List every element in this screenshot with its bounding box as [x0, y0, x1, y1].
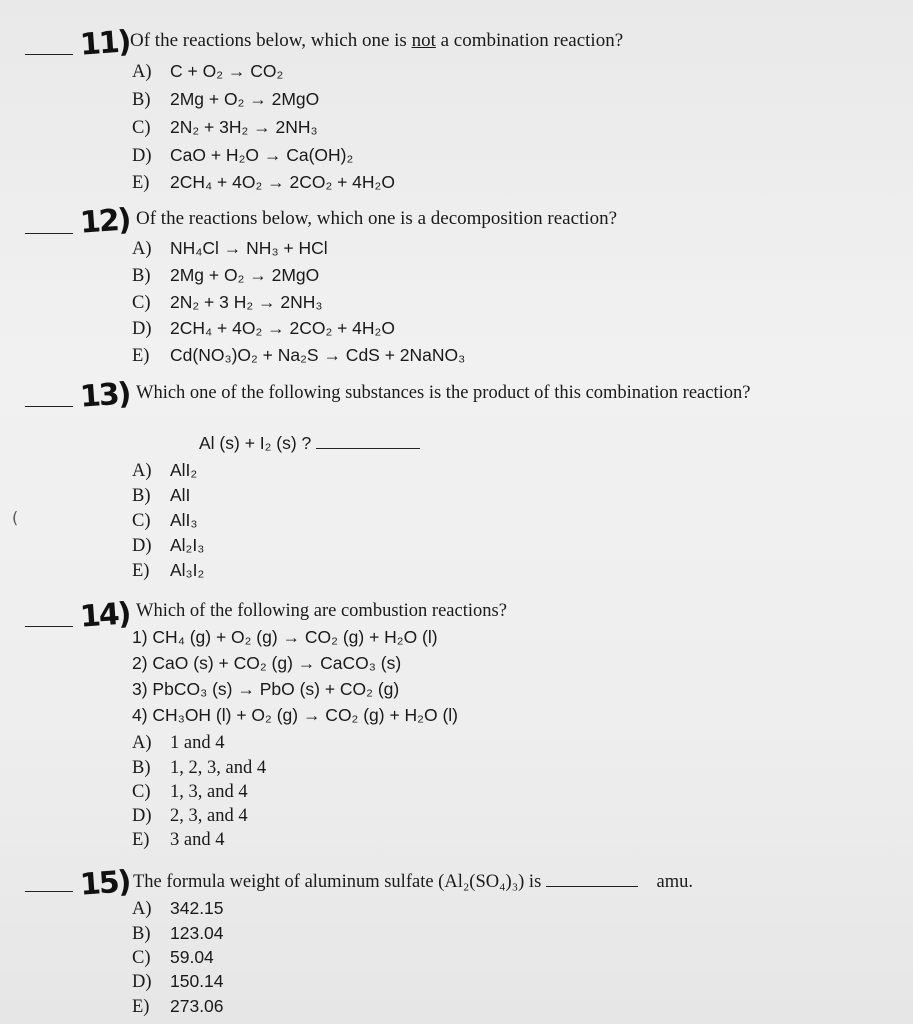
option-q13-d[interactable]: D) Al₂I₃: [132, 535, 205, 556]
answer-blank-q12[interactable]: [25, 233, 73, 234]
option-q13-e[interactable]: E) Al₃I₂: [132, 560, 205, 581]
question-text-q13: Which one of the following substances is the product of this combination reaction?: [136, 383, 751, 403]
option-q12-b[interactable]: B) 2Mg + O₂ → 2MgO: [132, 265, 320, 286]
formula-weight-blank[interactable]: [546, 886, 638, 887]
option-q11-d[interactable]: D) CaO + H₂O → Ca(OH)₂: [132, 145, 354, 166]
option-q12-d[interactable]: D) 2CH₄ + 4O₂ → 2CO₂ + 4H₂O: [132, 318, 395, 339]
option-q11-a[interactable]: A) C + O₂ → CO₂: [132, 61, 284, 82]
answer-blank-q14[interactable]: [25, 626, 73, 627]
option-q13-a[interactable]: A) AlI₂: [132, 460, 198, 481]
reaction-equation-q13: Al (s) + I₂ (s) ?: [199, 433, 420, 455]
question-number-q13: 13): [78, 376, 131, 415]
option-q11-b[interactable]: B) 2Mg + O₂ → 2MgO: [132, 89, 320, 110]
combustion-item-2: 2) CaO (s) + CO₂ (g) → CaCO₃ (s): [132, 653, 402, 673]
question-number-q15: 15): [78, 864, 131, 903]
option-q15-b[interactable]: B) 123.04: [132, 923, 224, 944]
question-text-q14: Which of the following are combustion reactions?: [136, 601, 507, 621]
margin-paren-mark: (: [12, 508, 19, 527]
option-q12-c[interactable]: C) 2N₂ + 3 H₂ → 2NH₃: [132, 292, 323, 313]
option-q14-c[interactable]: C) 1, 3, and 4: [132, 782, 248, 802]
option-q14-a[interactable]: A) 1 and 4: [132, 733, 225, 753]
question-text-q11: Of the reactions below, which one is not a combination reaction?: [130, 30, 624, 51]
combustion-item-1: 1) CH₄ (g) + O₂ (g) → CO₂ (g) + H₂O (l): [132, 627, 438, 647]
option-q15-c[interactable]: C) 59.04: [132, 947, 214, 968]
option-q14-d[interactable]: D) 2, 3, and 4: [132, 806, 248, 826]
option-q12-a[interactable]: A) NH₄Cl → NH₃ + HCl: [132, 238, 328, 259]
question-number-q11: 11): [78, 24, 131, 63]
option-q11-e[interactable]: E) 2CH₄ + 4O₂ → 2CO₂ + 4H₂O: [132, 172, 395, 193]
product-blank-q13[interactable]: [316, 448, 420, 449]
question-text-q15: The formula weight of aluminum sulfate (Al₂(SO₄)₃) is amu.: [133, 872, 694, 892]
question-text-q12: Of the reactions below, which one is a decomposition reaction?: [136, 208, 618, 229]
question-number-q12: 12): [78, 202, 131, 241]
answer-blank-q13[interactable]: [25, 406, 73, 407]
option-q12-e[interactable]: E) Cd(NO₃)O₂ + Na₂S → CdS + 2NaNO₃: [132, 345, 466, 366]
combustion-item-3: 3) PbCO₃ (s) → PbO (s) + CO₂ (g): [132, 679, 400, 699]
question-number-q14: 14): [78, 596, 131, 635]
option-q15-d[interactable]: D) 150.14: [132, 971, 224, 992]
option-q13-c[interactable]: C) AlI₃: [132, 510, 198, 531]
option-q11-c[interactable]: C) 2N₂ + 3H₂ → 2NH₃: [132, 117, 318, 138]
option-q14-e[interactable]: E) 3 and 4: [132, 830, 225, 850]
option-q15-a[interactable]: A) 342.15: [132, 898, 224, 919]
option-q13-b[interactable]: B) AlI: [132, 485, 191, 506]
answer-blank-q11[interactable]: [25, 54, 73, 55]
option-q14-b[interactable]: B) 1, 2, 3, and 4: [132, 758, 267, 778]
combustion-item-4: 4) CH₃OH (l) + O₂ (g) → CO₂ (g) + H₂O (l): [132, 705, 458, 725]
option-q15-e[interactable]: E) 273.06: [132, 996, 224, 1017]
answer-blank-q15[interactable]: [25, 891, 73, 892]
